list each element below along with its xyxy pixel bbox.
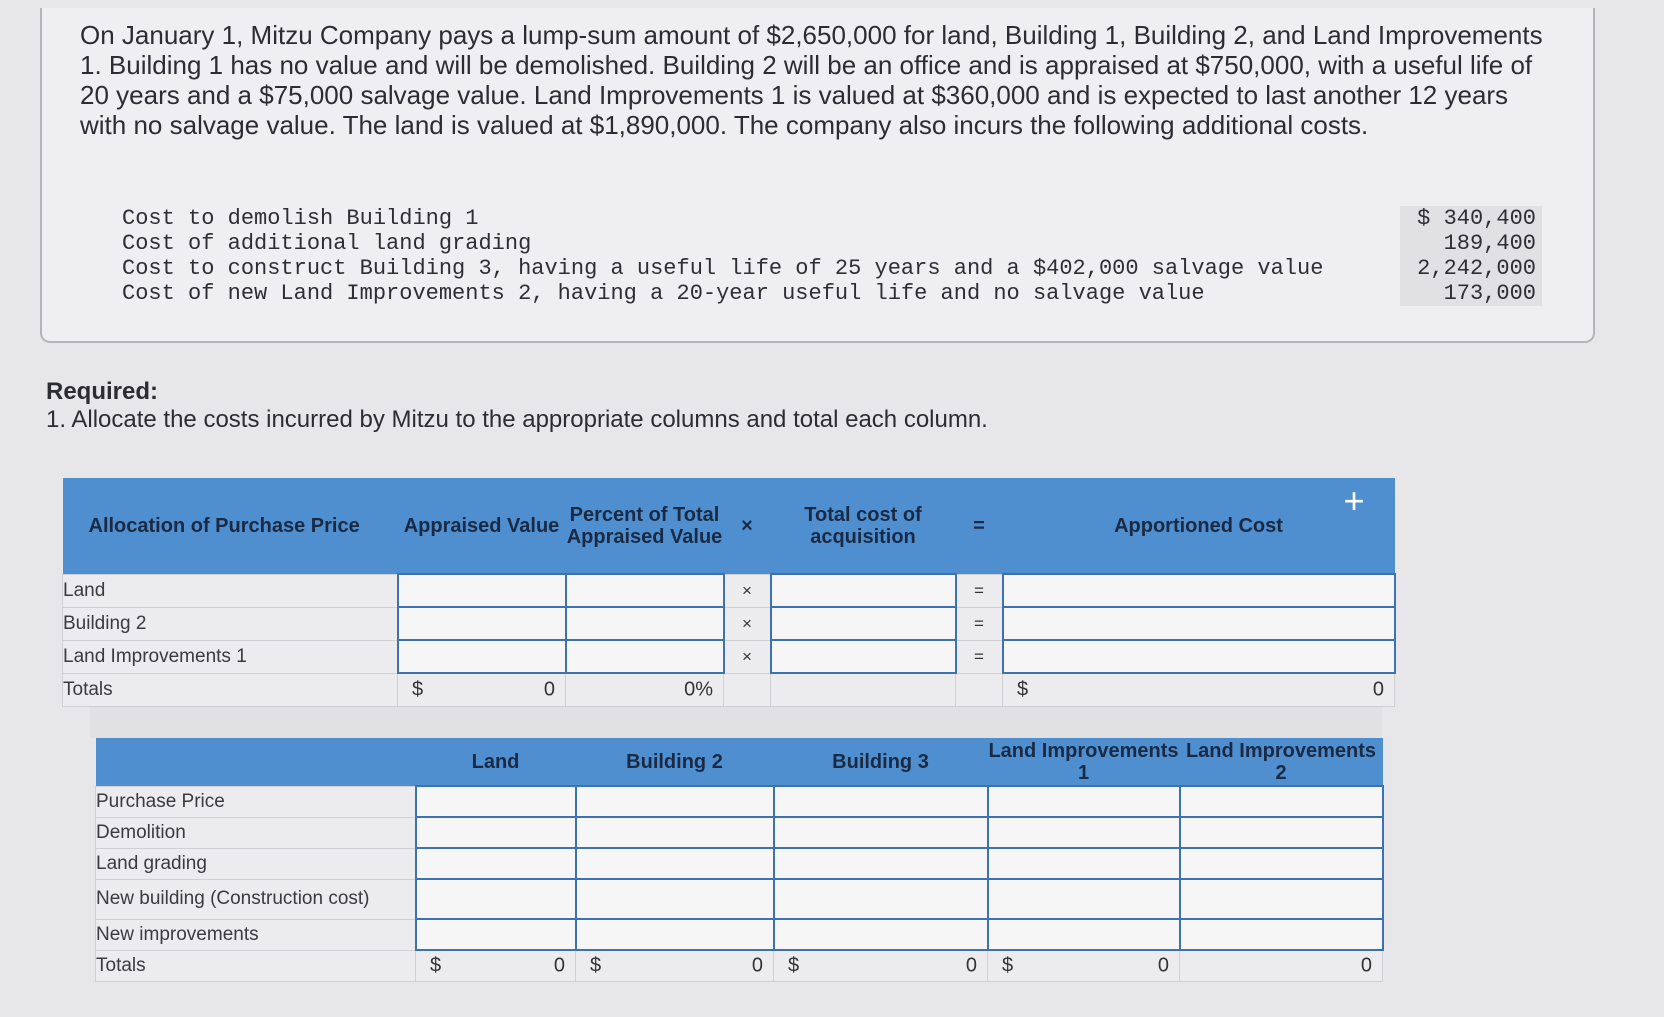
required-item: 1. Allocate the costs incurred by Mitzu to the appropriate columns and total each column.	[46, 406, 988, 433]
table-row	[96, 919, 1383, 950]
purchase-building2-input[interactable]	[576, 786, 774, 817]
improvements-building3-input[interactable]	[774, 919, 988, 950]
total-improvements1	[988, 950, 1180, 981]
total-land	[416, 950, 576, 981]
row-label: Land Improvements 1	[63, 640, 398, 673]
empty-cell	[771, 673, 956, 706]
table-separator	[90, 707, 1382, 738]
cost-row	[122, 281, 1542, 306]
grading-building3-input[interactable]	[774, 848, 988, 879]
total-appraised-value: 0	[543, 678, 555, 701]
cost-label: Cost to demolish Building 1	[122, 206, 479, 231]
cost-amount: 173,000	[1400, 281, 1542, 306]
building2-percent-input[interactable]	[566, 607, 724, 640]
cost-label: Cost of additional land grading	[122, 231, 532, 256]
construction-improvements1-input[interactable]	[988, 879, 1180, 919]
header-building3: Building 3	[774, 738, 988, 786]
totals-label: Totals	[63, 673, 398, 706]
table-row	[96, 786, 1383, 817]
improvements1-total-cost-input[interactable]	[771, 640, 956, 673]
totals-row	[96, 950, 1383, 981]
land-apportioned-input[interactable]	[1003, 574, 1395, 607]
demolition-improvements1-input[interactable]	[988, 817, 1180, 848]
grading-improvements1-input[interactable]	[988, 848, 1180, 879]
total-building3	[774, 950, 988, 981]
row-label: Land	[63, 574, 398, 607]
cost-amount: 2,242,000	[1400, 256, 1542, 281]
construction-improvements2-input[interactable]	[1180, 879, 1383, 919]
header-allocation: Allocation of Purchase Price	[63, 478, 398, 574]
total-improvements2-value: 0	[1360, 954, 1372, 977]
cost-allocation-table	[95, 738, 1384, 982]
table-row	[63, 640, 1395, 673]
total-building2	[576, 950, 774, 981]
land-appraised-input[interactable]	[398, 574, 566, 607]
construction-land-input[interactable]	[416, 879, 576, 919]
times-sign: ×	[724, 574, 771, 607]
totals-label: Totals	[96, 950, 416, 981]
empty-cell	[724, 673, 771, 706]
total-apportioned-value: 0	[1372, 678, 1384, 701]
table-row	[96, 848, 1383, 879]
times-sign: ×	[724, 640, 771, 673]
header-percent: Percent of Total Appraised Value	[566, 478, 724, 574]
row-label: Land grading	[96, 848, 416, 879]
grading-improvements2-input[interactable]	[1180, 848, 1383, 879]
improvements-improvements1-input[interactable]	[988, 919, 1180, 950]
table-row	[63, 574, 1395, 607]
currency-symbol: $	[430, 954, 442, 977]
currency-symbol: $	[412, 678, 424, 701]
cost-row	[122, 206, 1542, 231]
header-land-improvements2: Land Improvements 2	[1180, 738, 1383, 786]
improvements-building2-input[interactable]	[576, 919, 774, 950]
improvements1-percent-input[interactable]	[566, 640, 724, 673]
header-apportioned-cost	[1003, 478, 1395, 574]
total-building2-value: 0	[751, 954, 763, 977]
total-improvements2	[1180, 950, 1383, 981]
row-label: New building (Construction cost)	[96, 879, 416, 919]
header-total-cost: Total cost of acquisition	[771, 478, 956, 574]
header-building2: Building 2	[576, 738, 774, 786]
table-row	[96, 817, 1383, 848]
grading-land-input[interactable]	[416, 848, 576, 879]
land-total-cost-input[interactable]	[771, 574, 956, 607]
total-appraised	[398, 673, 566, 706]
cost-amount: $ 340,400	[1400, 206, 1542, 231]
equals-sign: =	[956, 574, 1003, 607]
header-appraised-value: Appraised Value	[398, 478, 566, 574]
building2-appraised-input[interactable]	[398, 607, 566, 640]
additional-costs-list	[122, 206, 1542, 306]
land-percent-input[interactable]	[566, 574, 724, 607]
total-improvements1-value: 0	[1157, 954, 1169, 977]
grading-building2-input[interactable]	[576, 848, 774, 879]
purchase-improvements1-input[interactable]	[988, 786, 1180, 817]
construction-building2-input[interactable]	[576, 879, 774, 919]
header-equals: =	[956, 478, 1003, 574]
total-building3-value: 0	[965, 954, 977, 977]
table-row	[63, 607, 1395, 640]
equals-sign: =	[956, 607, 1003, 640]
demolition-improvements2-input[interactable]	[1180, 817, 1383, 848]
purchase-building3-input[interactable]	[774, 786, 988, 817]
currency-symbol: $	[1017, 678, 1029, 701]
cost-label: Cost to construct Building 3, having a useful life of 25 years and a $402,000 salvage value	[122, 256, 1324, 281]
purchase-improvements2-input[interactable]	[1180, 786, 1383, 817]
table-row	[96, 879, 1383, 919]
building2-total-cost-input[interactable]	[771, 607, 956, 640]
equals-sign: =	[956, 640, 1003, 673]
header-land: Land	[416, 738, 576, 786]
empty-cell	[956, 673, 1003, 706]
cost-label: Cost of new Land Improvements 2, having a 20-year useful life and no salvage value	[122, 281, 1205, 306]
total-land-value: 0	[553, 954, 565, 977]
currency-symbol: $	[788, 954, 800, 977]
construction-building3-input[interactable]	[774, 879, 988, 919]
times-sign: ×	[724, 607, 771, 640]
header-land-improvements1: Land Improvements 1	[988, 738, 1180, 786]
currency-symbol: $	[590, 954, 602, 977]
row-label: Building 2	[63, 607, 398, 640]
total-apportioned	[1003, 673, 1395, 706]
required-heading: Required:	[46, 378, 159, 405]
row-label: Purchase Price	[96, 786, 416, 817]
cost-row	[122, 256, 1542, 281]
row-label: Demolition	[96, 817, 416, 848]
plus-icon[interactable]: +	[1343, 480, 1365, 521]
total-percent	[566, 673, 724, 706]
row-label: New improvements	[96, 919, 416, 950]
cost-amount: 189,400	[1400, 231, 1542, 256]
demolition-land-input[interactable]	[416, 817, 576, 848]
header-times: ×	[724, 478, 771, 574]
purchase-land-input[interactable]	[416, 786, 576, 817]
currency-symbol: $	[1002, 954, 1014, 977]
totals-row	[63, 673, 1395, 706]
problem-text: On January 1, Mitzu Company pays a lump-sum amount of $2,650,000 for land, Building 1, Building 2, and Land Improvements 1. Building 1 has no value and will be demolished. Building 2 will be an office and is appraised at $750,000, with a useful life of 20 years and a $75,000 salvage value. Land Improvements 1 is valued at $360,000 and is expected to last another 12 years with no salvage value. The land is valued at $1,890,000. The company also incurs the following additional costs.	[80, 20, 1543, 140]
improvements-improvements2-input[interactable]	[1180, 919, 1383, 950]
header-blank	[96, 738, 416, 786]
improvements-land-input[interactable]	[416, 919, 576, 950]
building2-apportioned-input[interactable]	[1003, 607, 1395, 640]
header-apportioned-label: Apportioned Cost	[1114, 514, 1283, 537]
improvements1-apportioned-input[interactable]	[1003, 640, 1395, 673]
required-section	[46, 378, 988, 434]
improvements1-appraised-input[interactable]	[398, 640, 566, 673]
cost-row	[122, 231, 1542, 256]
allocation-table	[62, 478, 1396, 707]
total-percent-value: 0%	[684, 678, 713, 701]
demolition-building2-input[interactable]	[576, 817, 774, 848]
demolition-building3-input[interactable]	[774, 817, 988, 848]
